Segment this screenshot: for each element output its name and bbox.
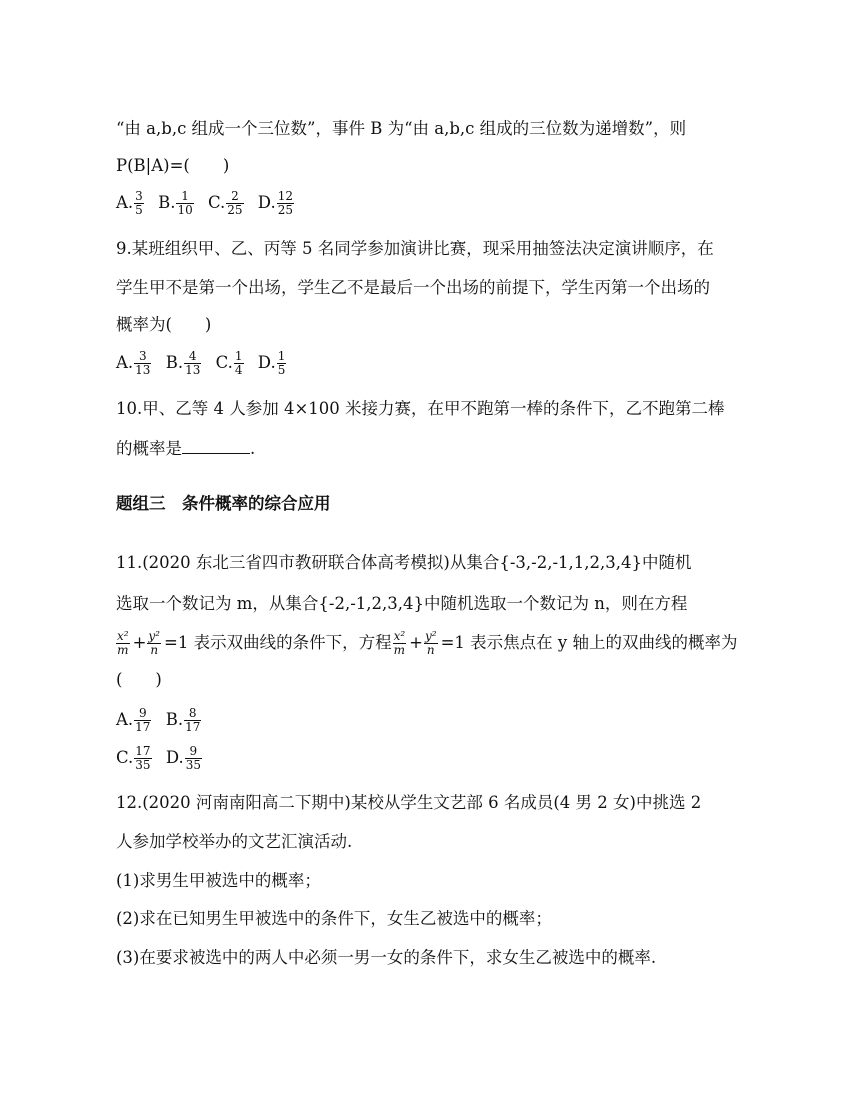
q12-part-3: (3)在要求被选中的两人中必须一男一女的条件下，求女生乙被选中的概率. <box>116 948 657 967</box>
q11-text-line-1: 11.(2020 东北三省四市教研联合体高考模拟)从集合{-3,-2,-1,1,2,3,4}中随机 <box>116 553 692 572</box>
q9-option-d: D. $\frac{1}{5}$ <box>257 349 286 377</box>
q12-text-line-2: 人参加学校举办的文艺汇演活动. <box>116 832 353 851</box>
answer-blank <box>182 437 250 454</box>
q11-text-line-3: $\frac{\text{x²}}{m}$ + $\frac{\text{y²}}{n}$ =1 表示双曲线的条件下，方程 $\frac{\text{x²}}{m}$ + $\frac{\text{y²}}{n}$ =1 表示焦点在 y 轴上的双曲线的概率为 <box>117 629 738 657</box>
q8-options <box>116 190 303 217</box>
q9-text-line-1: 9.某班组织甲、乙、丙等 5 名同学参加演讲比赛，现采用抽签法决定演讲顺序，在 <box>116 239 714 258</box>
q10-text-line-1: 10.甲、乙等 4 人参加 4×100 米接力赛，在甲不跑第一棒的条件下，乙不跑第二棒 <box>116 399 725 418</box>
q9-option-b: B. $\frac{4}{13}$ <box>165 349 201 377</box>
q8-option-c: C. $\frac{2}{25}$ <box>207 189 243 217</box>
q11-option-d: D. $\frac{9}{35}$ <box>165 744 201 772</box>
q8-option-d: D. $\frac{12}{25}$ <box>257 189 293 217</box>
q8-option-b: B. $\frac{1}{10}$ <box>158 189 193 217</box>
q11-option-c: C. $\frac{17}{35}$ <box>116 744 151 772</box>
q8-option-a: A. $\frac{3}{5}$ <box>116 189 143 217</box>
q8-text-line-2: P(B|A)=( ) <box>116 156 230 175</box>
q11-option-a: A. $\frac{9}{17}$ <box>116 706 151 734</box>
q12-part-2: (2)求在已知男生甲被选中的条件下，女生乙被选中的概率； <box>116 909 552 928</box>
q8-text-line-1: “由 a,b,c 组成一个三位数”，事件 B 为“由 a,b,c 组成的三位数为递增数”，则 <box>116 119 687 138</box>
q9-options <box>116 350 295 377</box>
q9-text-line-3: 概率为( ) <box>116 315 212 334</box>
q11-text-line-4: ( ) <box>116 670 162 689</box>
q11-options-row-1 <box>116 707 210 734</box>
section-title: 题组三 条件概率的综合应用 <box>116 494 331 513</box>
q11-text-line-2: 选取一个数记为 m，从集合{-2,-1,2,3,4}中随机选取一个数记为 n，则在方程 <box>116 594 688 613</box>
q10-text-line-2: 的概率是 . <box>116 439 256 458</box>
q9-option-c: C. $\frac{1}{4}$ <box>215 349 243 377</box>
q9-option-a: A. $\frac{3}{13}$ <box>116 349 151 377</box>
q12-part-1: (1)求男生甲被选中的概率； <box>116 871 321 890</box>
q12-text-line-1: 12.(2020 河南南阳高二下期中)某校从学生文艺部 6 名成员(4 男 2 女)中挑选 2 <box>116 793 702 812</box>
q11-option-b: B. $\frac{8}{17}$ <box>165 706 201 734</box>
q9-text-line-2: 学生甲不是第一个出场，学生乙不是最后一个出场的前提下，学生丙第一个出场的 <box>116 278 710 297</box>
q11-options-row-2 <box>116 745 211 772</box>
